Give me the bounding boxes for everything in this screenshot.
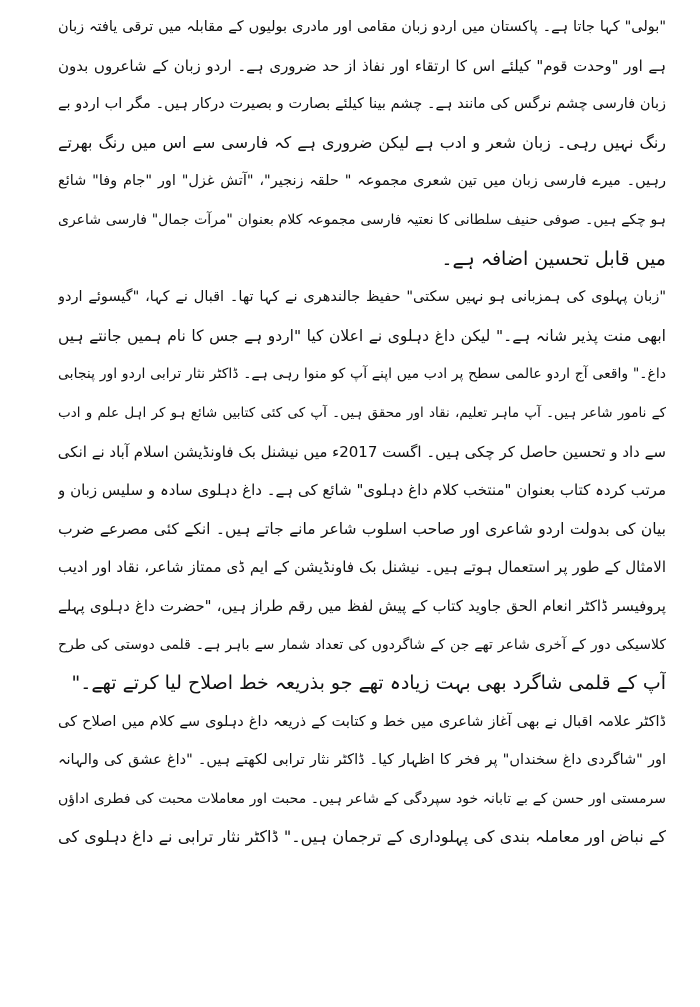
text-line: "بولی" کہا جاتا ہے۔ پاکستان میں اردو زبان مقامی اور مادری بولیوں کے مقابلہ میں ترقی یافتہ زبان — [58, 19, 666, 35]
text-line: ڈاکٹر علامہ اقبال نے بھی آغاز شاعری میں خط و کتابت کے ذریعہ داغ دہلوی سے کلام میں اصلاح کی — [58, 713, 666, 730]
text-line: ہے اور "وحدت قوم" کیلئے اس کا ارتقاء اور نفاذ از حد ضروری ہے۔ اردو زبان کے شاعروں بدون — [58, 56, 666, 75]
text-line: اور "شاگردی داغ سخنداں" پر فخر کا اظہار کیا۔ ڈاکٹر نثار ترابی لکھتے ہیں۔ "داغ عشق کی والہانہ — [58, 752, 666, 769]
text-line: کلاسیکی دور کے آخری شاعر تھے جن کے شاگردوں کی تعداد شمار سے باہر ہے۔ قلمی دوستی کی طرح — [58, 636, 666, 653]
text-line: پروفیسر ڈاکٹر انعام الحق جاوید کتاب کے پیش لفظ میں رقم طراز ہیں، "حضرت داغ دہلوی پہلے — [58, 596, 666, 615]
text-line: ہو چکے ہیں۔ صوفی حنیف سلطانی کا نعتیہ فارسی مجموعہ کلام بعنوان "مرآت جمال" فارسی شاعری — [58, 211, 666, 228]
text-line: میں قابل تحسین اضافہ ہے۔ — [441, 247, 666, 270]
text-line: داغ۔" واقعی آج اردو عالمی سطح پر ادب میں اپنے آپ کو منوا رہی ہے۔ ڈاکٹر نثار ترابی اردو اور پنجابی — [58, 366, 666, 383]
text-line: بیان کی بدولت اردو شاعری اور صاحب اسلوب شاعر مانے جاتے ہیں۔ انکے کئی مصرعے ضرب — [58, 519, 666, 538]
article-text — [58, 8, 666, 857]
text-line: زبان فارسی چشم نرگس کی مانند ہے۔ چشم بینا کیلئے بصارت و بصیرت درکار ہیں۔ مگر اب اردو بے — [58, 96, 666, 113]
text-line: "زبان پہلوی کی ہمزبانی ہو نہیں سکتی" حفیظ جالندھری نے کہا تھا۔ اقبال نے کہا، "گیسوئے اردو — [58, 289, 666, 306]
text-line: الامثال کے طور پر استعمال ہوتے ہیں۔ نیشنل بک فاونڈیشن کے ایم ڈی ممتاز شاعر، نقاد اور ادیب — [58, 558, 666, 577]
text-line: سرمستی اور حسن کے بے تابانہ خود سپردگی کے شاعر ہیں۔ محبت اور معاملات محبت کی فطری اداؤں — [58, 790, 666, 807]
text-line: کے نباض اور معاملہ بندی کی پہلوداری کے ترجمان ہیں۔" ڈاکٹر نثار ترابی نے داغ دہلوی کی — [58, 827, 666, 847]
text-line: کے نامور شاعر ہیں۔ آپ ماہر تعلیم، نقاد اور محقق ہیں۔ آپ کی کئی کتابیں شائع ہو کر اہل علم و ادب — [58, 404, 666, 421]
text-line: رنگ نہیں رہی۔ زبان شعر و ادب ہے لیکن ضروری ہے کہ فارسی سے اس میں رنگ بھرتے — [58, 132, 666, 152]
text-line: ابھی منت پذیر شانہ ہے۔" لیکن داغ دہلوی نے اعلان کیا "اردو ہے جس کا نام ہمیں جانتے ہیں — [58, 326, 666, 345]
text-line: آپ کے قلمی شاگرد بھی بہت زیادہ تھے جو بذریعہ خط اصلاح لیا کرتے تھے۔" — [71, 672, 666, 695]
text-line: رہیں۔ میرے فارسی زبان میں تین شعری مجموعہ " حلقہ زنجیر"، "آتش غزل" اور "جام وفا" شائع — [58, 173, 666, 190]
text-line: سے داد و تحسین حاصل کر چکی ہیں۔ اگست 2017ء میں نیشنل بک فاونڈیشن اسلام آباد نے انکی — [58, 442, 666, 461]
text-line: مرتب کردہ کتاب بعنوان "منتخب کلام داغ دہلوی" شائع کی ہے۔ داغ دہلوی سادہ و سلیس زبان و — [58, 481, 666, 500]
